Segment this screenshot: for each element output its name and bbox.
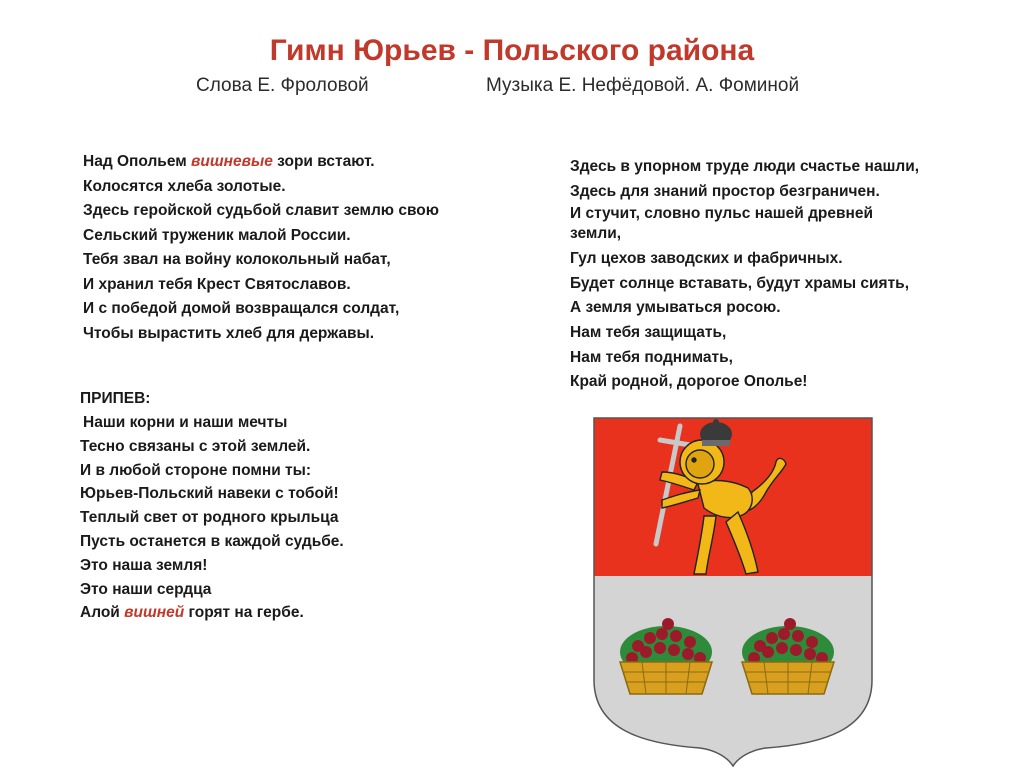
highlighted-word: вишневые (191, 153, 273, 170)
verse-line (83, 150, 500, 175)
verse-line: А земля умываться росою. (570, 299, 781, 317)
verse-line: И хранил тебя Крест Святославов. (83, 275, 351, 293)
verse-line: Здесь в упорном труде люди счастье нашли, (570, 158, 920, 175)
chorus-heading: ПРИПЕВ: (80, 390, 151, 407)
text-fragment: Алой (80, 604, 125, 622)
verse-line: Сельский труженик малой России. (83, 226, 351, 244)
chorus-line: Тесно связаны с этой землей. (80, 437, 311, 455)
lyrics-author: Слова Е. Фроловой (196, 75, 369, 96)
verse-line: И с победой домой возвращался солдат, (83, 300, 400, 317)
chorus-line: И в любой стороне помни ты: (80, 461, 312, 479)
music-author: Музыка Е. Нефёдовой. А. Фоминой (486, 75, 800, 96)
chorus-line: Это наши сердца (80, 580, 212, 598)
right-column (570, 155, 970, 395)
page-title: Гимн Юрьев - Польского района (269, 34, 755, 67)
text-fragment: горят на гербе. (184, 604, 304, 622)
highlighted-word: вишней (124, 604, 185, 622)
verse-line: Колосятся хлеба золотые. (83, 177, 286, 195)
chorus-line: Теплый свет от родного крыльца (80, 509, 339, 527)
verse-line: Здесь для знаний простор безграничен. (570, 182, 880, 200)
chorus-line: Юрьев-Польский навеки с тобой! (80, 485, 339, 503)
verse-1 (80, 150, 500, 346)
left-column (80, 150, 500, 625)
chorus-line: Это наша земля! (80, 556, 208, 574)
verse-line: Тебя звал на войну колокольный набат, (83, 251, 391, 268)
text-fragment: зори встают. (272, 153, 375, 170)
chorus (80, 387, 500, 625)
verse-line: Край родной, дорогое Ополье! (570, 373, 808, 391)
verse-line: Здесь геройской судьбой славит землю свою (83, 202, 440, 219)
text-fragment: Над Опольем (83, 153, 192, 170)
verse-line: Гул цехов заводских и фабричных. (570, 250, 843, 268)
verse-line: Нам тебя защищать, (570, 323, 727, 341)
chorus-line: Наши корни и наши мечты (83, 414, 288, 431)
chorus-line: Пусть останется в каждой судьбе. (80, 532, 344, 550)
verse-line: И стучит, словно пульс нашей древней земли, (570, 205, 874, 243)
verse-line: Чтобы вырастить хлеб для державы. (83, 324, 375, 342)
coat-of-arms (590, 412, 876, 768)
verse-line: Будет солнце вставать, будут храмы сиять, (570, 274, 910, 292)
chorus-line (80, 601, 500, 625)
verse-line: Нам тебя поднимать, (570, 348, 733, 366)
